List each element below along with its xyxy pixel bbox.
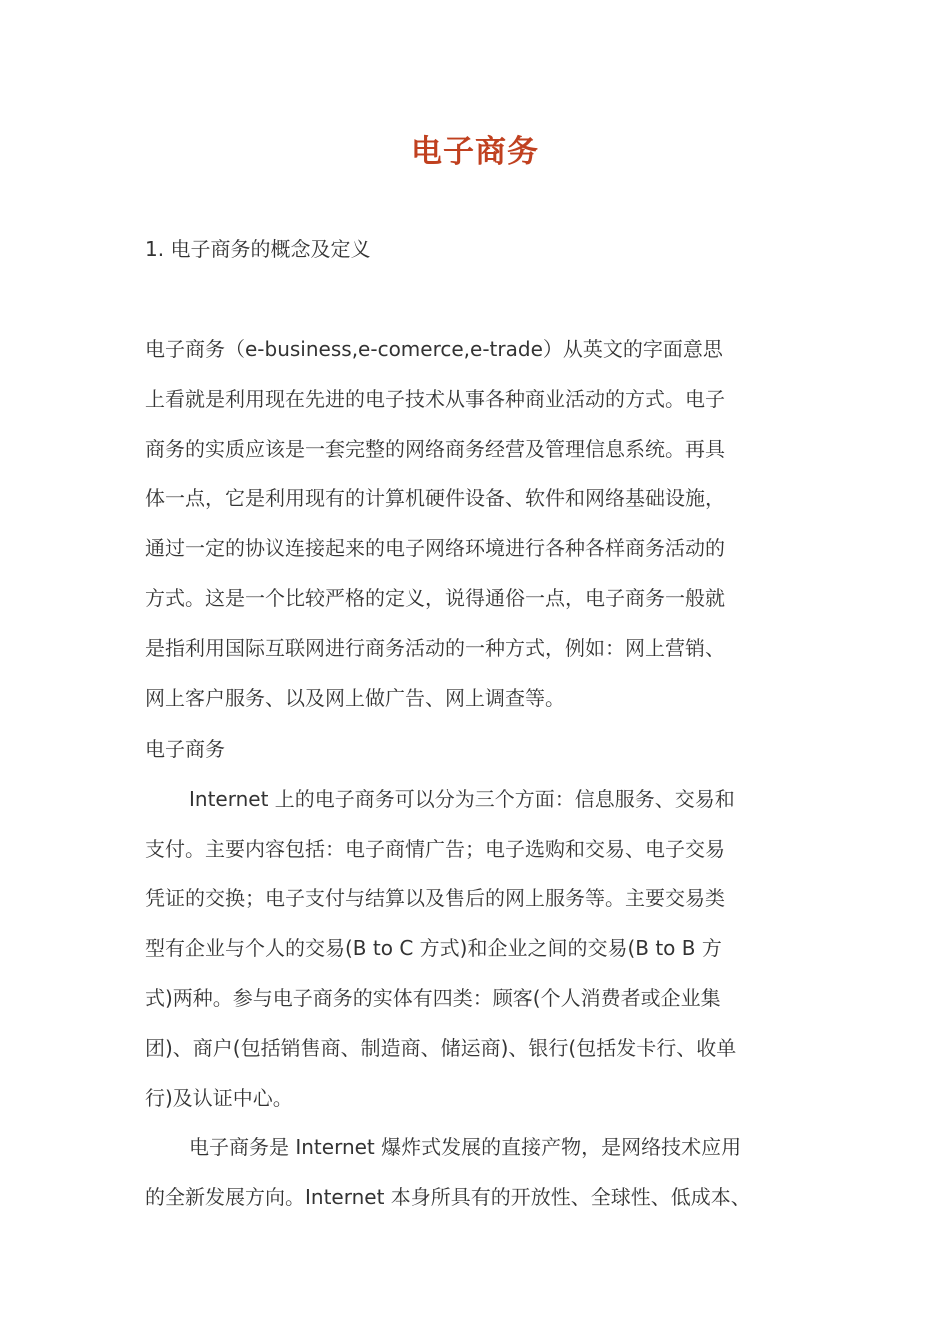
paragraph-line: 上看就是利用现在先进的电子技术从事各种商业活动的方式。电子 — [145, 386, 725, 411]
paragraph-line: 方式。这是一个比较严格的定义，说得通俗一点，电子商务一般就 — [145, 585, 725, 610]
paragraph-line: 通过一定的协议连接起来的电子网络环境进行各种各样商务活动的 — [145, 536, 725, 561]
paragraph-line: 体一点，它是利用现有的计算机硬件设备、软件和网络基础设施， — [145, 486, 725, 511]
paragraph-line: 商务的实质应该是一套完整的网络商务经营及管理信息系统。再具 — [145, 436, 725, 461]
paragraph-line: 电子商务是 Internet 爆炸式发展的直接产物，是网络技术应用 — [189, 1135, 742, 1160]
paragraph-internet-ecommerce — [145, 725, 825, 1223]
paragraph-line: 是指利用国际互联网进行商务活动的一种方式，例如：网上营销、 — [145, 635, 725, 660]
paragraph-line: Internet 上的电子商务可以分为三个方面：信息服务、交易和 — [189, 786, 735, 811]
paragraph-line: 团)、商户(包括销售商、制造商、储运商)、银行(包括发卡行、收单 — [145, 1035, 737, 1060]
paragraph-line: 式)两种。参与电子商务的实体有四类：顾客(个人消费者或企业集 — [145, 985, 721, 1010]
document-title: 电子商务 — [411, 134, 539, 170]
paragraph-line: 行)及认证中心。 — [145, 1085, 293, 1110]
paragraph-line: 的全新发展方向。Internet 本身所具有的开放性、全球性、低成本、 — [145, 1185, 751, 1210]
paragraph-line: 电子商务（e-business,e-comerce,e-trade）从英文的字面意思 — [145, 337, 723, 361]
paragraph-definition — [145, 325, 825, 723]
paragraph-line: 型有企业与个人的交易(B to C 方式)和企业之间的交易(B to B 方 — [145, 936, 722, 961]
paragraph-line: 支付。主要内容包括：电子商情广告；电子选购和交易、电子交易 — [145, 836, 725, 861]
paragraph-line: 网上客户服务、以及网上做广告、网上调查等。 — [145, 685, 565, 710]
paragraph-line: 凭证的交换；电子支付与结算以及售后的网上服务等。主要交易类 — [145, 886, 725, 911]
section-label: 电子商务 — [145, 737, 225, 761]
section-heading: 1. 电子商务的概念及定义 — [145, 237, 371, 261]
